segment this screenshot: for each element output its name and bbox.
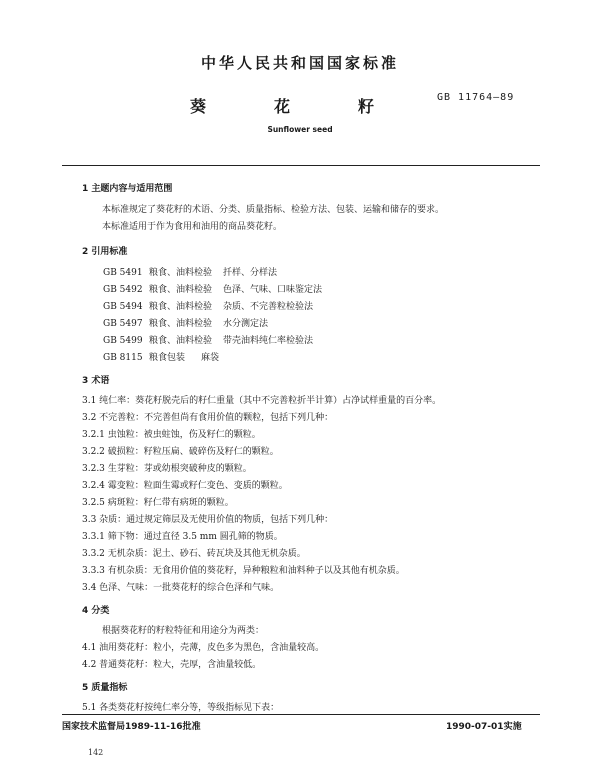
section-3-heading: 3 术语 [82,376,110,386]
reference-subject: 麻袋 [201,353,220,363]
standard-number: GB 11764—89 [437,92,515,103]
quality-item: 5.1 各类葵花籽按纯仁率分等，等级指标见下表： [82,703,280,713]
reference-subject: 带壳油料纯仁率检验法 [223,336,314,346]
english-title: Sunflower seed [267,125,333,134]
reference-subject: 扦样、分样法 [223,268,278,278]
reference-row [103,299,313,312]
reference-title: 粮食、油料检验 [149,302,213,312]
term-item: 3.2.5 病斑粒：籽仁带有病斑的颗粒。 [82,498,234,508]
section-2-heading: 2 引用标准 [82,247,128,257]
term-item: 3.1 纯仁率：葵花籽脱壳后的籽仁重量（其中不完善粒折半计算）占净试样重量的百分率。 [82,396,442,406]
reference-subject: 色泽、气味、口味鉴定法 [223,285,323,295]
term-item: 3.3.1 筛下物：通过直径 3.5 mm 圆孔筛的物质。 [82,532,283,542]
term-item: 3.4 色泽、气味：一批葵花籽的综合色泽和气味。 [82,583,280,593]
reference-row [103,316,268,329]
approval-statement: 国家技术监督局1989-11-16批准 [62,722,201,732]
classification-item: 4.1 油用葵花籽：粒小，壳薄，皮色多为黑色，含油量较高。 [82,643,325,653]
section-4-heading: 4 分类 [82,606,110,616]
section-4-intro: 根据葵花籽的籽粒特征和用途分为两类： [102,626,265,636]
section-1-heading: 1 主题内容与适用范围 [82,184,173,194]
reference-title: 粮食包装 [149,353,186,363]
section-1-paragraph: 本标准适用于作为食用和油用的商品葵花籽。 [102,222,283,232]
term-item: 3.2 不完善粒：不完善但尚有食用价值的颗粒，包括下列几种： [82,413,334,423]
term-item: 3.2.2 破损粒：籽粒压扁、破碎伤及籽仁的颗粒。 [82,447,279,457]
section-5-heading: 5 质量指标 [82,683,128,693]
section-1-paragraph: 本标准规定了葵花籽的术语、分类、质量指标、检验方法、包装、运输和储存的要求。 [102,205,445,215]
classification-item: 4.2 普通葵花籽：粒大，壳厚，含油量较低。 [82,660,262,670]
reference-row [103,282,322,295]
reference-title: 粮食、油料检验 [149,319,213,329]
reference-title: 粮食、油料检验 [149,336,213,346]
reference-code: GB 5491 [103,268,143,278]
reference-code: GB 5497 [103,319,143,329]
page-number: 142 [88,748,104,757]
reference-row [103,333,313,346]
reference-code: GB 8115 [103,353,143,363]
reference-title: 粮食、油料检验 [149,285,213,295]
reference-code: GB 5494 [103,302,143,312]
implementation-date: 1990-07-01实施 [446,722,522,732]
reference-row [103,350,219,363]
term-item: 3.3 杂质：通过规定筛层及无使用价值的物质，包括下列几种： [82,515,334,525]
term-item: 3.3.3 有机杂质：无食用价值的葵花籽，异种粮粒和油料种子以及其他有机杂质。 [82,566,405,576]
reference-title: 粮食、油料检验 [149,268,213,278]
header-divider [62,165,540,166]
reference-subject: 水分测定法 [223,319,269,329]
reference-subject: 杂质、不完善粒检验法 [223,302,314,312]
national-standard-header: 中华人民共和国国家标准 [200,54,399,72]
reference-row [103,265,277,278]
reference-code: GB 5499 [103,336,143,346]
term-item: 3.2.4 霉变粒：粒面生霉或籽仁变色、变质的颗粒。 [82,481,288,491]
document-title: 葵花籽 [190,97,443,116]
term-item: 3.2.3 生芽粒：芽或幼根突破种皮的颗粒。 [82,464,252,474]
term-item: 3.3.2 无机杂质：泥土、砂石、砖瓦块及其他无机杂质。 [82,549,306,559]
reference-code: GB 5492 [103,285,143,295]
footer-divider [62,714,540,715]
term-item: 3.2.1 虫蚀粒：被虫蛀蚀，伤及籽仁的颗粒。 [82,430,261,440]
